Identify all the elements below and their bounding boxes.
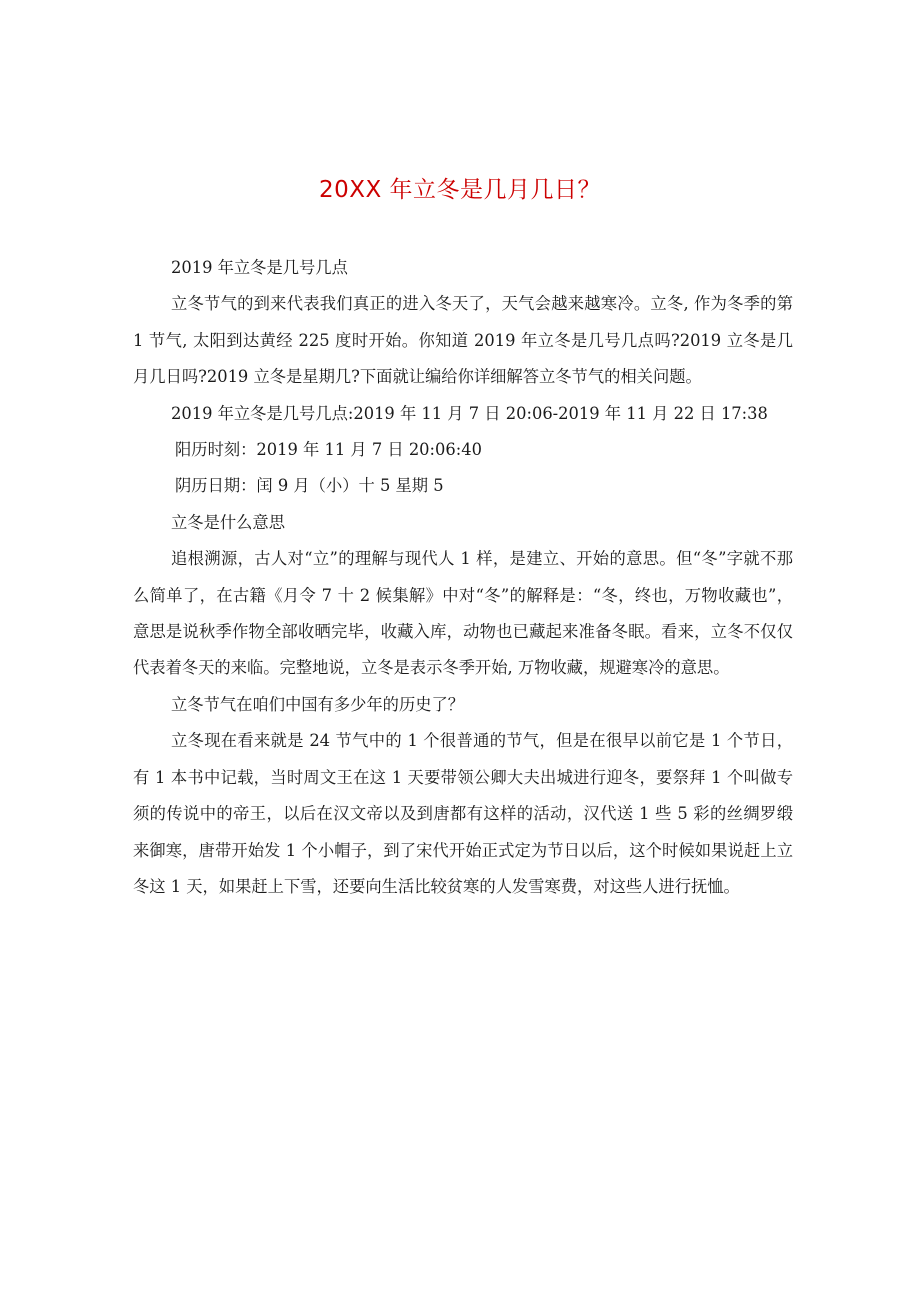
section-heading: 立冬是什么意思 — [171, 512, 285, 532]
document-body — [133, 250, 793, 905]
section-heading: 2019 年立冬是几号几点 — [171, 258, 348, 277]
lunar-date-line: 阴历日期：闰 9 月（小）十 5 星期 5 — [175, 476, 444, 496]
solar-time-line: 阳历时刻：2019 年 11 月 7 日 20:06:40 — [175, 440, 482, 460]
document-title: 20XX 年立冬是几月几日？ — [318, 177, 602, 203]
section-heading: 立冬节气在咱们中国有多少年的历史了？ — [171, 694, 465, 714]
date-range-line: 2019 年立冬是几号几点:2019 年 11 月 7 日 20:06-2019 年 11 月 22 日 17:38 — [171, 403, 768, 423]
paragraph: 追根溯源，古人对“立”的理解与现代人 1 样，是建立、开始的意思。但“冬”字就不那么简单了，在古籍《月令 7 十 2 候集解》中对“冬”的解释是：“冬，终也，万物收藏也”，意思是说秋季作物全部收晒完毕，收藏入库，动物也已藏起来准备冬眠。看来，立冬不仅仅代表着冬天的来临。完整地说，立冬是表示冬季开始, 万物收藏，规避寒冷的意思。 — [133, 549, 793, 678]
paragraph: 立冬节气的到来代表我们真正的进入冬天了，天气会越来越寒冷。立冬, 作为冬季的第 1 节气, 太阳到达黄经 225 度时开始。你知道 2019 年立冬是几号几点吗?2019 立冬是几月几日吗?2019 立冬是星期几?下面就让编给你详细解答立冬节气的相关问题。 — [133, 294, 793, 387]
paragraph: 立冬现在看来就是 24 节气中的 1 个很普通的节气，但是在很早以前它是 1 个节日，有 1 本书中记载，当时周文王在这 1 天要带领公卿大夫出城进行迎冬，要祭拜 1 个叫做专须的传说中的帝王，以后在汉文帝以及到唐都有这样的活动，汉代送 1 些 5 彩的丝绸罗缎来御寒，唐带开始发 1 个小帽子，到了宋代开始正式定为节日以后，这个时候如果说赶上立冬这 1 天，如果赶上下雪，还要向生活比较贫寒的人发雪寒费，对这些人进行抚恤。 — [133, 731, 793, 896]
